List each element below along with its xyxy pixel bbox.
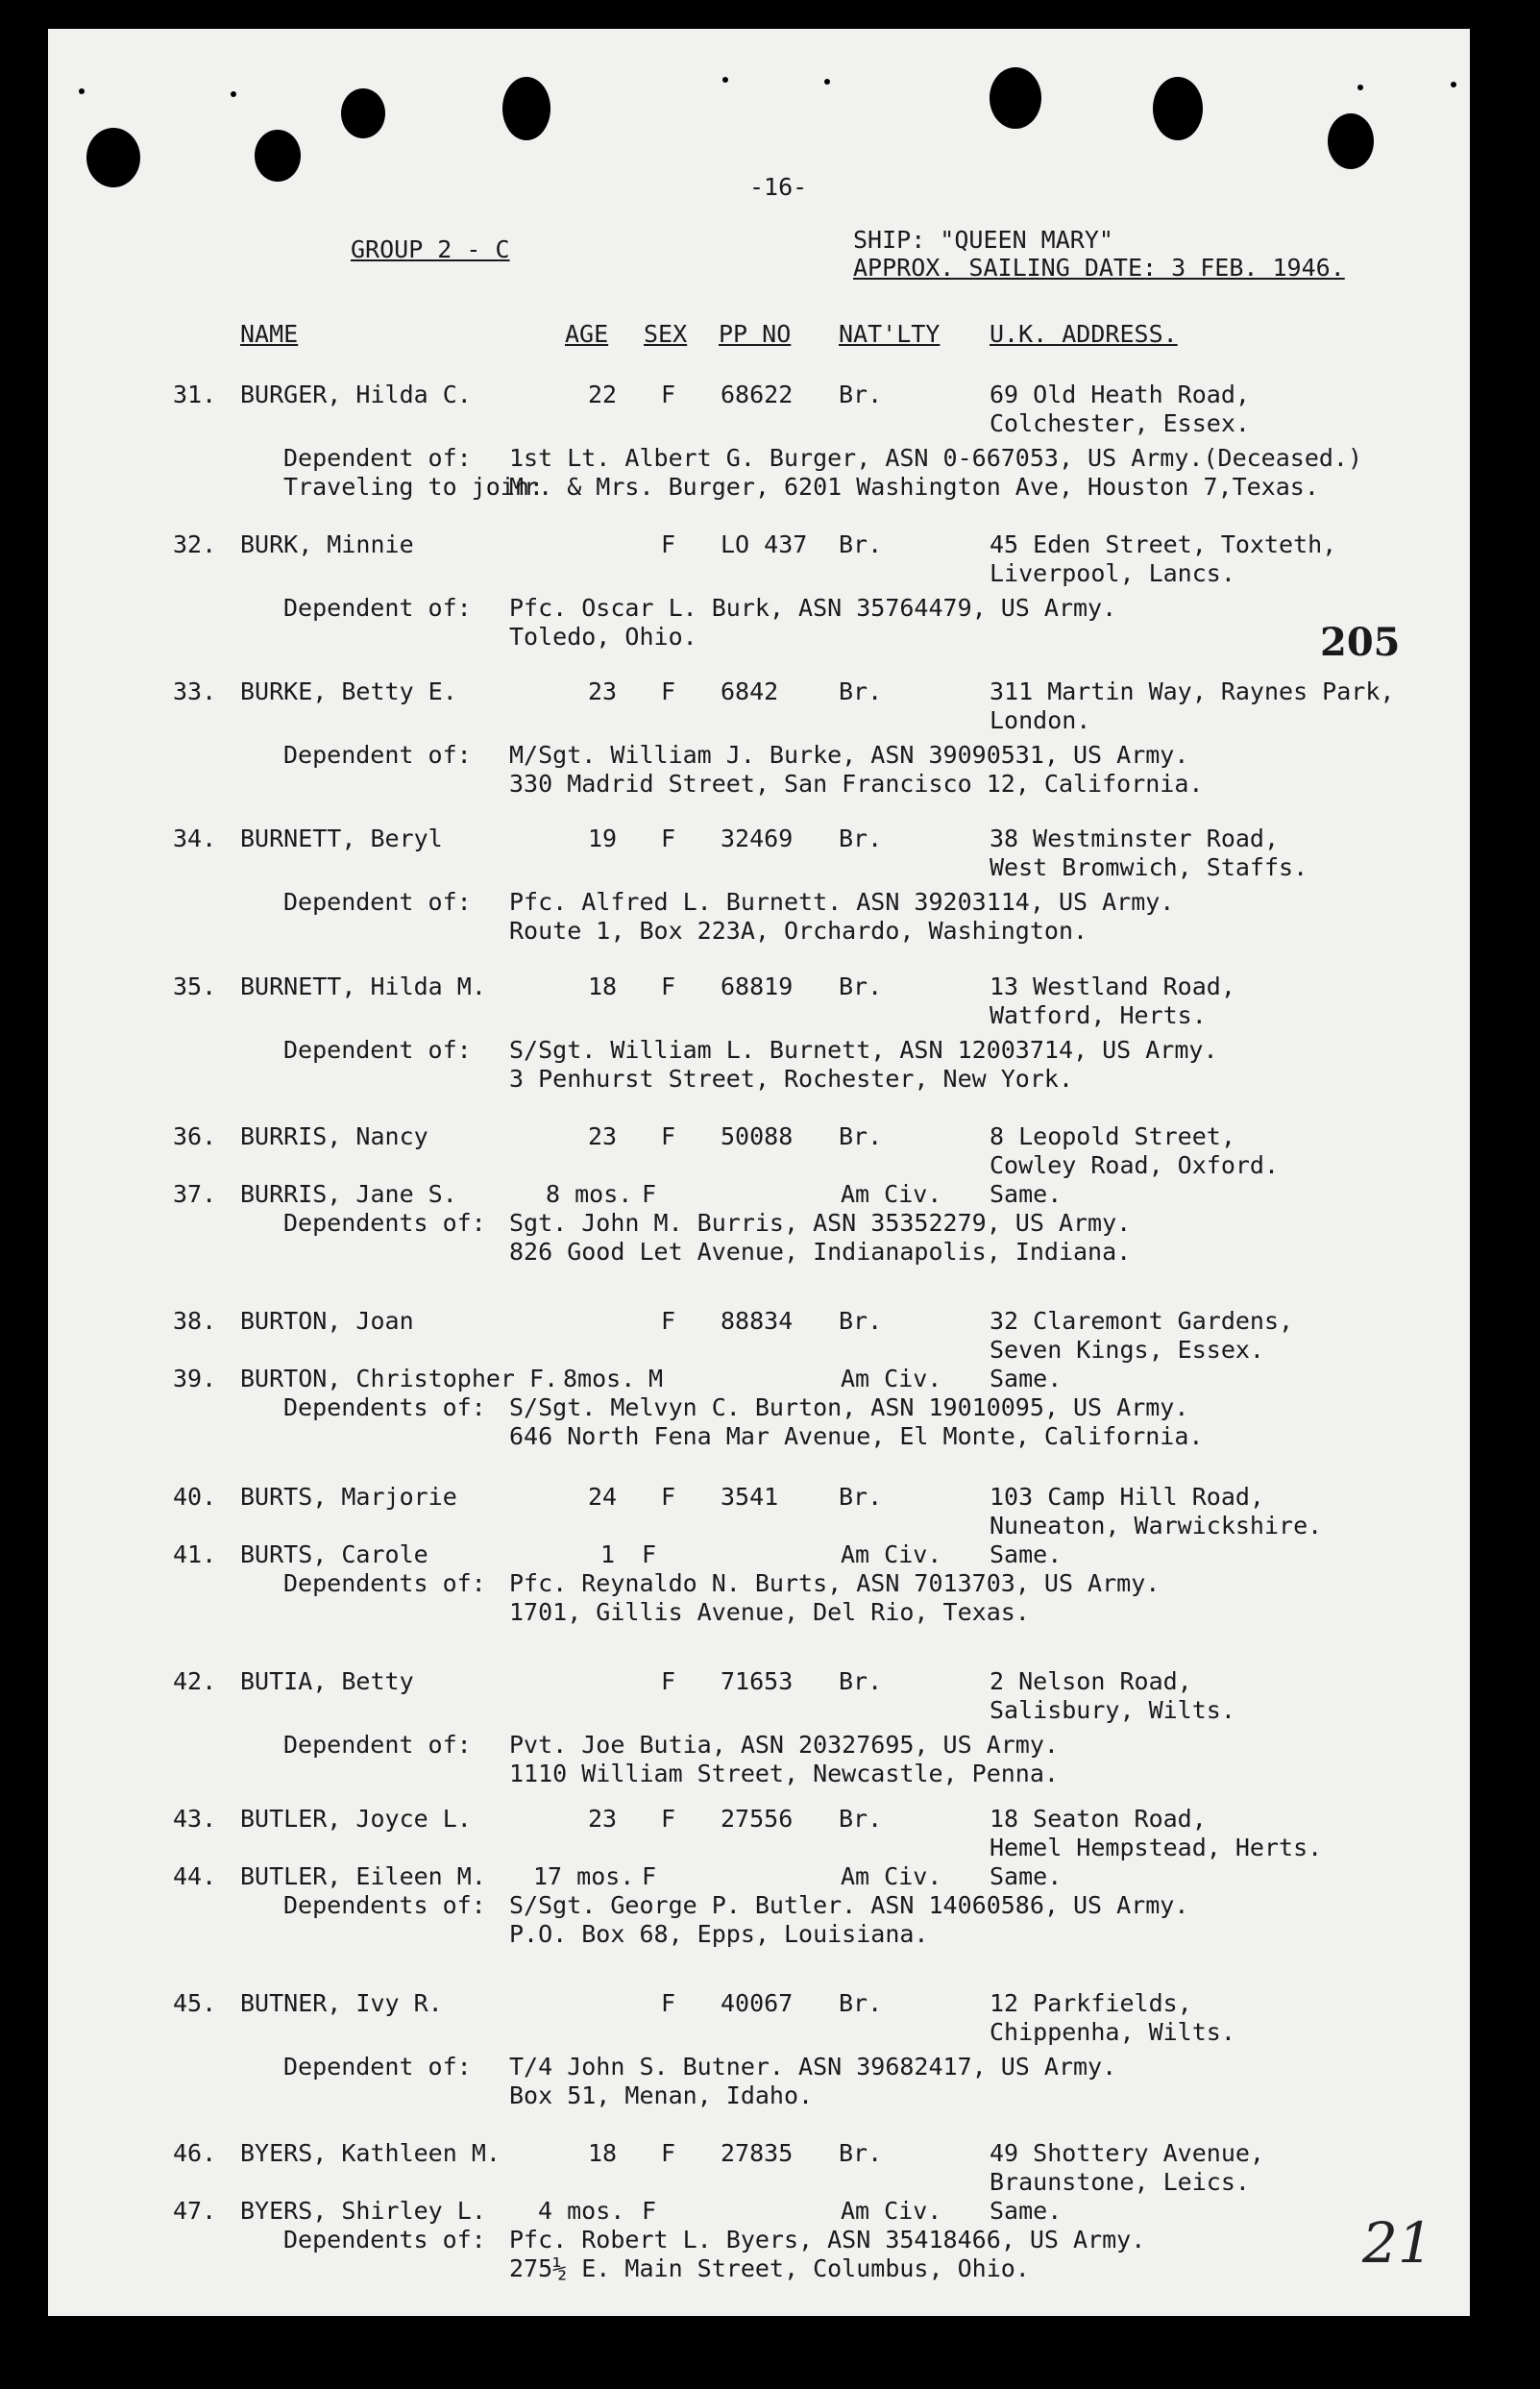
dependent-sponsor: 1st Lt. Albert G. Burger, ASN 0-667053, US Army.(Deceased.) (509, 444, 1363, 472)
entry-sex: F (661, 2139, 676, 2167)
entry-sex: F (661, 1989, 676, 2017)
entry-address-line1: 45 Eden Street, Toxteth, (990, 530, 1337, 558)
entry-nationality: Br. (839, 1989, 883, 2017)
group-label: GROUP 2 - C (351, 235, 510, 263)
dependent-sponsor: Pfc. Reynaldo N. Burts, ASN 7013703, US Army. (509, 1569, 1161, 1597)
punch-hole (341, 88, 385, 138)
handwritten-number: 21 (1362, 2210, 1433, 2276)
dependent-sponsor: Sgt. John M. Burris, ASN 35352279, US Army. (509, 1209, 1132, 1237)
entry-pp-no: 32469 (721, 825, 794, 852)
dependent-address: 275½ E. Main Street, Columbus, Ohio. (509, 2254, 1030, 2282)
entry-address-line1: 12 Parkfields, (990, 1989, 1192, 2017)
dependent-address: 1110 William Street, Newcastle, Penna. (509, 1760, 1059, 1787)
col-age: AGE (565, 320, 609, 348)
dependent-address: 1701, Gillis Avenue, Del Rio, Texas. (509, 1598, 1030, 1626)
entry-nationality: Br. (839, 381, 883, 408)
punch-hole (990, 67, 1041, 129)
dependent-label: Dependent of: (283, 741, 472, 769)
entry-address-line1: 2 Nelson Road, (990, 1667, 1192, 1695)
punch-hole (1153, 77, 1203, 140)
speck (231, 91, 236, 97)
dependent-label: Dependent of: (283, 888, 472, 916)
entry-number: 40. (173, 1483, 217, 1511)
dependent-label: Dependents of: (283, 1209, 486, 1237)
entry-name: BURKE, Betty E. (240, 677, 457, 705)
dependent-address: Box 51, Menan, Idaho. (509, 2081, 814, 2109)
entry-sex: F (642, 1180, 657, 1208)
entry-sex: F (661, 530, 676, 558)
entry-address-line1: 49 Shottery Avenue, (990, 2139, 1264, 2167)
entry-address-line2: Colchester, Essex. (990, 409, 1250, 437)
dependent-address: 826 Good Let Avenue, Indianapolis, Indiana. (509, 1238, 1132, 1266)
entry-name: BURRIS, Nancy (240, 1122, 428, 1150)
col-addr: U.K. ADDRESS. (990, 320, 1178, 348)
entry-number: 47. (173, 2197, 217, 2225)
dependent-address: Toledo, Ohio. (509, 623, 697, 651)
dependent-sponsor: S/Sgt. George P. Butler. ASN 14060586, US Army. (509, 1891, 1189, 1919)
speck (824, 79, 830, 85)
entry-address-line1: Same. (990, 1862, 1063, 1890)
dependent-sponsor: Pfc. Alfred L. Burnett. ASN 39203114, US Army. (509, 888, 1175, 916)
entry-number: 43. (173, 1805, 217, 1833)
entry-name: BURGER, Hilda C. (240, 381, 472, 408)
entry-address-line2: Liverpool, Lancs. (990, 559, 1235, 587)
entry-pp-no: 68819 (721, 973, 794, 1000)
entry-nationality: Br. (839, 825, 883, 852)
entry-address-line1: 311 Martin Way, Raynes Park, (990, 677, 1395, 705)
entry-address-line2: Hemel Hempstead, Herts. (990, 1834, 1323, 1861)
dependent-sponsor: Pfc. Oscar L. Burk, ASN 35764479, US Army. (509, 594, 1117, 622)
entry-sex: F (661, 1122, 676, 1150)
dependent-address: 3 Penhurst Street, Rochester, New York. (509, 1065, 1073, 1093)
entry-number: 46. (173, 2139, 217, 2167)
entry-number: 39. (173, 1365, 217, 1392)
entry-age: 8mos. (563, 1365, 636, 1392)
entry-nationality: Br. (839, 1307, 883, 1335)
dependent-address: P.O. Box 68, Epps, Louisiana. (509, 1920, 929, 1948)
entry-name: BURRIS, Jane S. (240, 1180, 457, 1208)
entry-age: 18 (588, 2139, 618, 2167)
dependent-address: 330 Madrid Street, San Francisco 12, California. (509, 770, 1204, 798)
entry-pp-no: 40067 (721, 1989, 794, 2017)
entry-name: BURNETT, Hilda M. (240, 973, 486, 1000)
entry-address-line1: Same. (990, 1180, 1063, 1208)
punch-hole (255, 130, 301, 182)
entry-pp-no: 88834 (721, 1307, 794, 1335)
entry-pp-no: 6842 (721, 677, 779, 705)
entry-age: 18 (588, 973, 618, 1000)
speck (1451, 82, 1456, 87)
entry-sex: F (661, 1667, 676, 1695)
entry-age: 19 (588, 825, 618, 852)
entry-number: 33. (173, 677, 217, 705)
entry-name: BUTNER, Ivy R. (240, 1989, 443, 2017)
entry-address-line2: Braunstone, Leics. (990, 2168, 1250, 2196)
entry-number: 44. (173, 1862, 217, 1890)
entry-nationality: Br. (839, 1667, 883, 1695)
dependent-detail: Mr. & Mrs. Burger, 6201 Washington Ave, Houston 7,Texas. (509, 473, 1319, 501)
dependent-label: Dependents of: (283, 1569, 486, 1597)
entry-number: 35. (173, 973, 217, 1000)
entry-nationality: Br. (839, 2139, 883, 2167)
punch-hole (502, 77, 550, 140)
entry-name: BYERS, Shirley L. (240, 2197, 486, 2225)
entry-number: 36. (173, 1122, 217, 1150)
speck (1357, 85, 1363, 90)
entry-number: 34. (173, 825, 217, 852)
speck (79, 88, 85, 94)
entry-nationality: Br. (839, 1805, 883, 1833)
entry-name: BUTLER, Joyce L. (240, 1805, 472, 1833)
entry-number: 37. (173, 1180, 217, 1208)
entry-name: BURTS, Carole (240, 1540, 428, 1568)
sailing-date: APPROX. SAILING DATE: 3 FEB. 1946. (853, 254, 1345, 282)
entry-sex: F (642, 1540, 657, 1568)
entry-address-line1: 103 Camp Hill Road, (990, 1483, 1264, 1511)
entry-sex: F (642, 1862, 657, 1890)
entry-age: 8 mos. (546, 1180, 633, 1208)
entry-name: BUTLER, Eileen M. (240, 1862, 486, 1890)
entry-number: 32. (173, 530, 217, 558)
dependent-label: Dependent of: (283, 1036, 472, 1064)
entry-age: 23 (588, 677, 618, 705)
entry-name: BURTON, Joan (240, 1307, 414, 1335)
entry-age: 17 mos. (533, 1862, 635, 1890)
entry-sex: F (661, 1805, 676, 1833)
col-pp: PP NO (719, 320, 792, 348)
entry-name: BURK, Minnie (240, 530, 414, 558)
entry-number: 42. (173, 1667, 217, 1695)
stamp-number: 205 (1320, 620, 1401, 665)
entry-address-line2: Watford, Herts. (990, 1001, 1207, 1029)
entry-address-line1: 18 Seaton Road, (990, 1805, 1207, 1833)
entry-sex: F (661, 381, 676, 408)
entry-nationality: Br. (839, 1483, 883, 1511)
dependent-sponsor: S/Sgt. Melvyn C. Burton, ASN 19010095, US Army. (509, 1393, 1189, 1421)
dependent-label: Dependent of: (283, 2053, 472, 2081)
entry-address-line2: Salisbury, Wilts. (990, 1696, 1235, 1724)
entry-address-line1: 13 Westland Road, (990, 973, 1235, 1000)
col-nat: NAT'LTY (839, 320, 941, 348)
entry-pp-no: 3541 (721, 1483, 779, 1511)
dependent-label: Dependent of: (283, 1731, 472, 1759)
entry-sex: F (661, 973, 676, 1000)
dependent-sponsor: M/Sgt. William J. Burke, ASN 39090531, US Army. (509, 741, 1189, 769)
punch-hole (86, 128, 140, 187)
entry-number: 31. (173, 381, 217, 408)
dependent-sponsor: S/Sgt. William L. Burnett, ASN 12003714, US Army. (509, 1036, 1218, 1064)
entry-name: BURTON, Christopher F. (240, 1365, 559, 1392)
entry-name: BURTS, Marjorie (240, 1483, 457, 1511)
entry-sex: F (661, 1307, 676, 1335)
entry-address-line1: 38 Westminster Road, (990, 825, 1280, 852)
entry-age: 23 (588, 1805, 618, 1833)
entry-sex: M (648, 1365, 664, 1392)
entry-name: BUTIA, Betty (240, 1667, 414, 1695)
speck (722, 77, 728, 83)
entry-address-line2: Seven Kings, Essex. (990, 1336, 1264, 1364)
punch-hole (1328, 113, 1374, 169)
entry-pp-no: 68622 (721, 381, 794, 408)
entry-number: 45. (173, 1989, 217, 2017)
dependent-sponsor: Pfc. Robert L. Byers, ASN 35418466, US Army. (509, 2226, 1146, 2254)
dependent-label: Dependents of: (283, 2226, 486, 2254)
entry-address-line1: 8 Leopold Street, (990, 1122, 1235, 1150)
entry-age: 1 (600, 1540, 616, 1568)
entry-age: 4 mos. (538, 2197, 625, 2225)
dependent-address: 646 North Fena Mar Avenue, El Monte, California. (509, 1422, 1204, 1450)
entry-name: BURNETT, Beryl (240, 825, 443, 852)
entry-name: BYERS, Kathleen M. (240, 2139, 501, 2167)
dependent-sponsor: Pvt. Joe Butia, ASN 20327695, US Army. (509, 1731, 1059, 1759)
entry-sex: F (661, 825, 676, 852)
entry-number: 41. (173, 1540, 217, 1568)
entry-sex: F (661, 1483, 676, 1511)
entry-nationality: Br. (839, 1122, 883, 1150)
dependent-label: Dependents of: (283, 1393, 486, 1421)
dependent-label-2: Traveling to join: (283, 473, 544, 501)
dependent-label: Dependent of: (283, 444, 472, 472)
entry-nationality: Br. (839, 677, 883, 705)
entry-address-line2: Nuneaton, Warwickshire. (990, 1512, 1323, 1539)
entry-address-line1: 32 Claremont Gardens, (990, 1307, 1294, 1335)
entry-address-line2: Chippenha, Wilts. (990, 2018, 1235, 2046)
entry-age: 24 (588, 1483, 618, 1511)
entry-pp-no: LO 437 (721, 530, 808, 558)
col-sex: SEX (644, 320, 688, 348)
entry-nationality: Am Civ. (841, 1365, 942, 1392)
entry-sex: F (661, 677, 676, 705)
ship-name: SHIP: "QUEEN MARY" (853, 226, 1113, 254)
entry-address-line2: West Bromwich, Staffs. (990, 853, 1308, 881)
entry-nationality: Am Civ. (841, 2197, 942, 2225)
entry-pp-no: 50088 (721, 1122, 794, 1150)
entry-pp-no: 71653 (721, 1667, 794, 1695)
entry-age: 22 (588, 381, 618, 408)
entry-nationality: Am Civ. (841, 1180, 942, 1208)
entry-address-line1: 69 Old Heath Road, (990, 381, 1250, 408)
entry-address-line2: London. (990, 706, 1091, 734)
entry-nationality: Br. (839, 973, 883, 1000)
entry-age: 23 (588, 1122, 618, 1150)
dependent-sponsor: T/4 John S. Butner. ASN 39682417, US Army. (509, 2053, 1117, 2081)
entry-nationality: Am Civ. (841, 1862, 942, 1890)
dependent-label: Dependents of: (283, 1891, 486, 1919)
entry-pp-no: 27556 (721, 1805, 794, 1833)
entry-nationality: Br. (839, 530, 883, 558)
dependent-address: Route 1, Box 223A, Orchardo, Washington. (509, 917, 1088, 945)
entry-address-line1: Same. (990, 1365, 1063, 1392)
entry-sex: F (642, 2197, 657, 2225)
col-name: NAME (240, 320, 299, 348)
entry-number: 38. (173, 1307, 217, 1335)
entry-pp-no: 27835 (721, 2139, 794, 2167)
entry-address-line1: Same. (990, 1540, 1063, 1568)
page-number: -16- (749, 173, 808, 201)
entry-address-line2: Cowley Road, Oxford. (990, 1151, 1280, 1179)
entry-address-line1: Same. (990, 2197, 1063, 2225)
entry-nationality: Am Civ. (841, 1540, 942, 1568)
dependent-label: Dependent of: (283, 594, 472, 622)
